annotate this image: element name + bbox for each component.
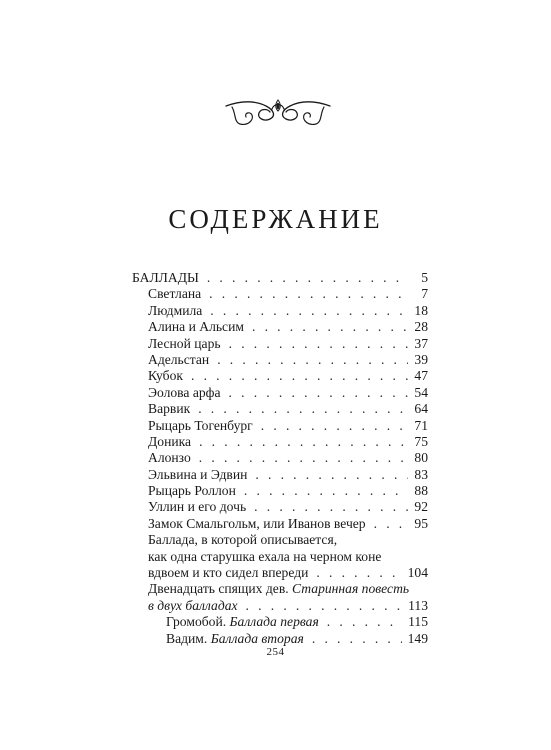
toc-entry-label <box>166 614 319 630</box>
toc-entry-label: Людмила <box>148 302 203 318</box>
toc-page-number: 71 <box>414 417 428 433</box>
toc-entry[interactable] <box>132 303 428 319</box>
toc-page-number: 18 <box>414 302 428 318</box>
toc-entry-subtitle: Баллада первая <box>229 614 319 630</box>
toc-entry[interactable] <box>132 418 428 434</box>
toc-entry-title: Двенадцать спящих дев. <box>148 581 289 597</box>
toc-entry-label: Рыцарь Роллон <box>148 483 236 499</box>
dot-leader <box>327 614 402 630</box>
toc-page-number: 37 <box>414 335 428 351</box>
toc-entry-label: Эолова арфа <box>148 384 221 400</box>
dot-leader <box>244 483 408 499</box>
page-title: СОДЕРЖАНИЕ <box>168 204 383 234</box>
toc-entry-last-line <box>132 565 428 581</box>
toc-entry-label: Эльвина и Эдвин <box>148 466 248 482</box>
toc-entry-label: Доника <box>148 433 192 449</box>
toc-page-number: 47 <box>414 368 428 384</box>
toc-page-number: 113 <box>408 597 428 613</box>
toc-entry[interactable] <box>132 499 428 515</box>
dot-leader <box>312 631 402 647</box>
toc-entry-subtitle: в двух балладах <box>148 597 238 613</box>
toc-entry-label: Рыцарь Тогенбург <box>148 417 253 433</box>
dot-leader <box>229 385 408 401</box>
toc-entry-label: Алина и Альсим <box>148 319 244 335</box>
dot-leader <box>210 303 408 319</box>
toc-entry[interactable] <box>132 483 428 499</box>
dot-leader <box>207 270 408 286</box>
toc-entry[interactable] <box>132 450 428 466</box>
toc-entry-last-line <box>132 598 428 614</box>
toc-entry-label: Лесной царь <box>148 335 221 351</box>
page-number-folio: 254 <box>266 646 285 658</box>
dot-leader <box>217 352 408 368</box>
toc-entry-label: Адельстан <box>148 351 210 367</box>
toc-subentry[interactable] <box>132 631 428 647</box>
toc-entry-label-line: как одна старушка ехала на черном коне <box>148 548 382 564</box>
toc-entry-label: БАЛЛАДЫ <box>132 270 199 285</box>
toc-page-number: 80 <box>414 450 428 466</box>
toc-page-number: 88 <box>414 483 428 499</box>
toc-page-number: 39 <box>414 351 428 367</box>
dot-leader <box>198 401 408 417</box>
toc-entry[interactable] <box>132 434 428 450</box>
dot-leader <box>255 467 408 483</box>
toc-page-number: 28 <box>414 319 428 335</box>
toc-entry-label-line: Баллада, в которой описывается, <box>148 532 338 548</box>
toc-page-number: 95 <box>414 515 428 531</box>
toc-entry-label: Варвик <box>148 401 191 417</box>
toc-entry-label: Уллин и его дочь <box>148 499 247 515</box>
toc-entry-label: Алонзо <box>148 450 191 466</box>
dot-leader <box>246 598 403 614</box>
dot-leader <box>316 565 401 581</box>
toc-entry[interactable] <box>132 319 428 335</box>
toc-page-number: 5 <box>421 270 428 285</box>
toc-entry[interactable] <box>132 286 428 302</box>
dot-leader <box>199 450 408 466</box>
toc-entry-title: Вадим. <box>166 630 208 646</box>
flourish-ornament-icon <box>222 92 334 132</box>
toc-entry[interactable] <box>132 368 428 384</box>
toc-entry[interactable] <box>132 336 428 352</box>
dot-leader <box>254 499 408 515</box>
toc-page-number: 115 <box>408 614 428 630</box>
toc-page-number: 104 <box>407 565 428 581</box>
toc-page-number: 64 <box>414 401 428 417</box>
toc-entry[interactable] <box>132 467 428 483</box>
toc-page-number: 7 <box>421 286 428 302</box>
dot-leader <box>374 516 408 532</box>
toc-entry[interactable] <box>132 401 428 417</box>
toc-entry-title: Громобой. <box>166 614 227 630</box>
toc-page-number: 149 <box>407 630 428 646</box>
toc-page-number: 75 <box>414 433 428 449</box>
toc-section-ballads[interactable] <box>132 270 428 286</box>
toc-entry-label: Светлана <box>148 286 202 302</box>
dot-leader <box>261 418 408 434</box>
toc-entry-label <box>166 631 304 647</box>
toc-entry[interactable] <box>132 352 428 368</box>
dot-leader <box>229 336 408 352</box>
dot-leader <box>209 286 408 302</box>
toc-entry[interactable] <box>132 385 428 401</box>
toc-entry-label: Кубок <box>148 368 183 384</box>
toc-entry-label-line: вдвоем и кто сидел впереди <box>148 565 309 581</box>
toc-entry-twelve-maidens[interactable] <box>132 581 428 614</box>
dot-leader <box>191 368 408 384</box>
table-of-contents <box>132 270 428 647</box>
toc-page-number: 83 <box>414 466 428 482</box>
toc-entry-ballad-long[interactable] <box>132 532 428 581</box>
toc-entry-subtitle: Баллада вторая <box>210 630 304 646</box>
toc-page-number: 54 <box>414 384 428 400</box>
toc-entry-label: Замок Смальгольм, или Иванов вечер <box>148 515 366 531</box>
dot-leader <box>199 434 408 450</box>
toc-entry-label-line <box>132 581 428 597</box>
dot-leader <box>252 319 408 335</box>
toc-subentry[interactable] <box>132 614 428 630</box>
toc-entry[interactable] <box>132 516 428 532</box>
toc-page-number: 92 <box>414 499 428 515</box>
toc-entry-subtitle: Старинная повесть <box>292 581 410 597</box>
